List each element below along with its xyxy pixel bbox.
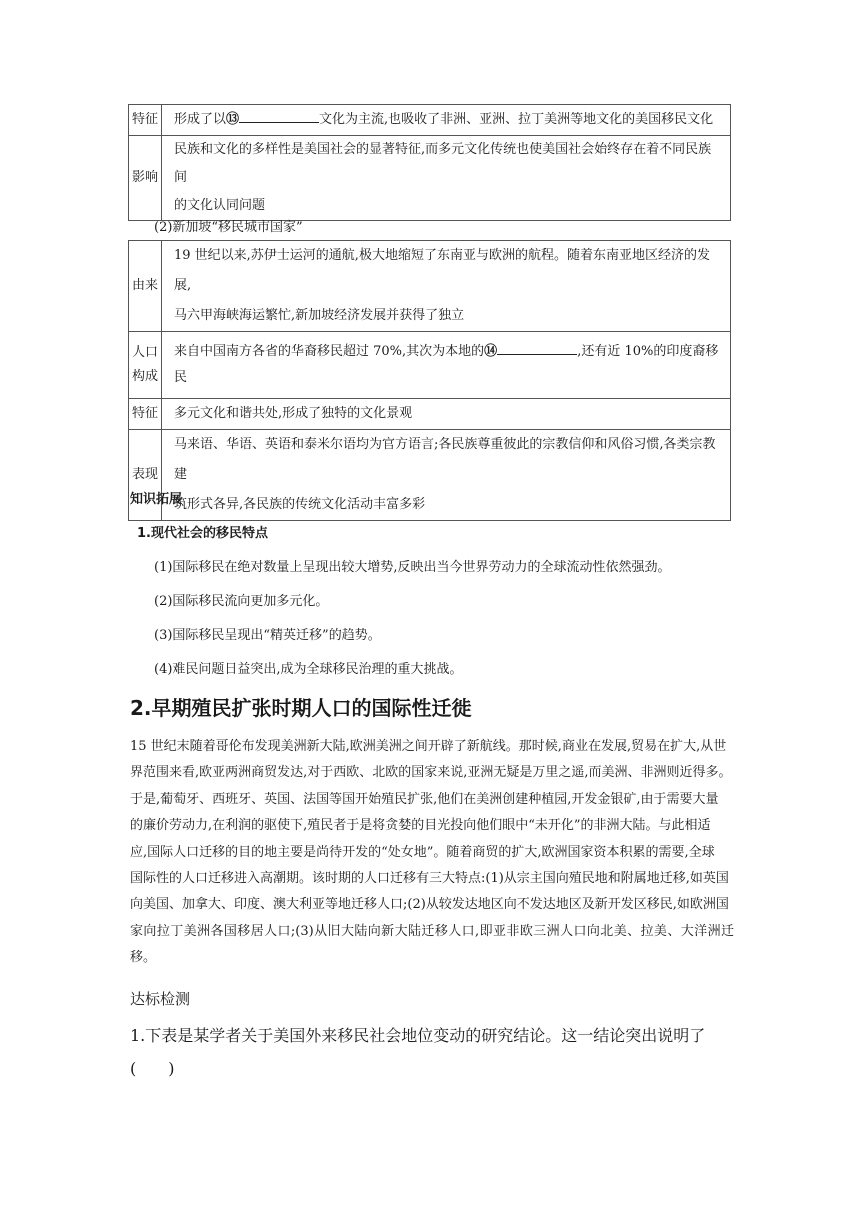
table-row: [129, 136, 731, 221]
knowledge-title: 知识拓展: [130, 492, 183, 507]
section-title: 2.早期殖民扩张时期人口的国际性迁徙: [130, 696, 472, 720]
row-header: 由来: [129, 241, 162, 332]
table-row: [129, 430, 731, 521]
list-item: (4)难民问题日益突出,成为全球移民治理的重大挑战。: [154, 662, 463, 677]
paragraph-line: 的廉价劳动力,在利润的驱使下,殖民者于是将贪婪的目光投向他们眼中“未开化”的非洲大陆。与此相适: [130, 818, 711, 834]
table-row: [129, 399, 731, 430]
row-content: [162, 105, 731, 136]
content-line: 马六甲海峡海运繁忙,新加坡经济发展并获得了独立: [174, 308, 465, 323]
paragraph-line: 于是,葡萄牙、西班牙、英国、法国等国开始殖民扩张,他们在美洲创建种植园,开发金银矿,由于需要大量: [130, 791, 719, 807]
row-header: [129, 332, 162, 399]
question-line: 1.下表是某学者关于美国外来移民社会地位变动的研究结论。这一结论突出说明了: [130, 1026, 706, 1045]
content-line: 筑形式各异,各民族的传统文化活动丰富多彩: [174, 497, 426, 512]
table-row: [129, 332, 731, 399]
row-header-line: 构成: [131, 369, 158, 384]
list-item: (1)国际移民在绝对数量上呈现出较大增势,反映出当今世界劳动力的全球流动性依然强劲。: [154, 560, 671, 575]
content-line: 民族和文化的多样性是美国社会的显著特征,而多元文化传统也使美国社会始终存在着不同民族间: [174, 142, 712, 185]
text-before-blank: 形成了以: [174, 112, 227, 127]
paragraph-line: 国际性的人口迁移进入高潮期。该时期的人口迁移有三大特点:(1)从宗主国向殖民地和附属地迁移,如英国: [130, 871, 729, 887]
row-content: [162, 332, 731, 399]
row-header-line: 人口: [131, 345, 158, 360]
paragraph-line: 15 世纪末随着哥伦布发现美洲新大陆,欧洲美洲之间开辟了新航线。那时候,商业在发展,贸易在扩大,从世: [130, 739, 727, 754]
row-content: [162, 241, 731, 332]
text-before-blank: 来自中国南方各省的华裔移民超过 70%,其次为本地的: [174, 344, 485, 359]
fill-in-blank[interactable]: [239, 110, 319, 123]
blank-number: ⑭: [484, 344, 498, 359]
row-content: [162, 430, 731, 521]
row-header: 特征: [129, 399, 162, 430]
content-line: 19 世纪以来,苏伊士运河的通航,极大地缩短了东南亚与欧洲的航程。随着东南亚地区经济的发展,: [174, 248, 710, 293]
usa-culture-table: [128, 104, 731, 221]
list-item: (3)国际移民呈现出“精英迁移”的趋势。: [154, 628, 381, 643]
content-line: 的文化认同问题: [174, 198, 266, 213]
section-paragraph: [130, 734, 734, 972]
singapore-table: [128, 240, 731, 521]
paragraph-line: 家向拉丁美洲各国移居人口;(3)从旧大陆向新大陆迁移人口,即亚非欧三洲人口向北美、拉美、大洋洲迁移。: [130, 923, 734, 966]
paragraph-line: 向美国、加拿大、印度、澳大利亚等地迁移人口;(2)从较发达地区向不发达地区及新开发区移民,如欧洲国: [130, 897, 729, 913]
row-content: 多元文化和谐共处,形成了独特的文化景观: [162, 399, 731, 430]
text-after-blank: 文化为主流,也吸收了非洲、亚洲、拉丁美洲等地文化的美国移民文化: [319, 112, 714, 127]
singapore-heading: (2)新加坡“移民城市国家”: [154, 220, 303, 235]
row-header: 影响: [129, 136, 162, 221]
table-row: [129, 241, 731, 332]
blank-number: ⑬: [226, 112, 240, 127]
fill-in-blank[interactable]: [497, 342, 577, 355]
content-line: 马来语、华语、英语和泰米尔语均为官方语言;各民族尊重彼此的宗教信仰和风俗习惯,各类宗教建: [174, 437, 716, 482]
knowledge-subtitle: 1.现代社会的移民特点: [137, 526, 268, 541]
answer-bracket[interactable]: ( ): [130, 1059, 175, 1078]
list-item: (2)国际移民流向更加多元化。: [154, 594, 329, 609]
paragraph-line: 应,国际人口迁移的目的地主要是尚待开发的“处女地”。随着商贸的扩大,欧洲国家资本积累的需要,全球: [130, 844, 715, 860]
row-header: 特征: [129, 105, 162, 136]
row-header: 表现: [129, 430, 162, 521]
table-row: [129, 105, 731, 136]
paragraph-line: 界范围来看,欧亚两洲商贸发达,对于西欧、北欧的国家来说,亚洲无疑是万里之遥,而美洲、非洲则近得多。: [130, 765, 732, 781]
check-title: 达标检测: [130, 990, 191, 1008]
text-after-blank: ,还有近 10%的印度裔移民: [174, 344, 719, 385]
row-content: [162, 136, 731, 221]
